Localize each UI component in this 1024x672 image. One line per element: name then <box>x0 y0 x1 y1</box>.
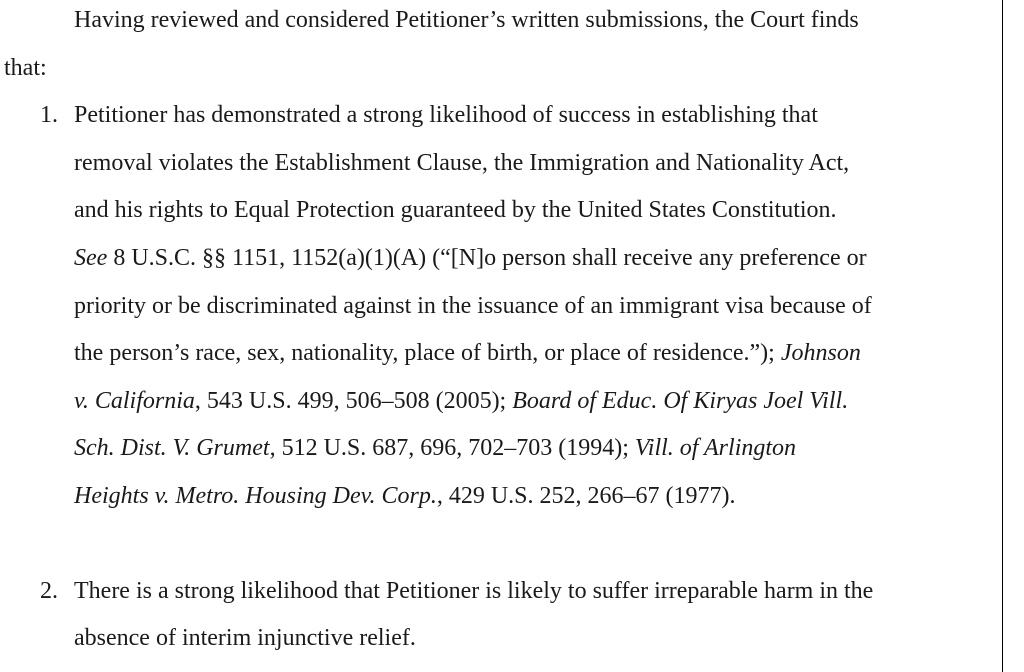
finding-1-number: 1. <box>40 102 58 128</box>
reporter-cite-grumet: , 512 U.S. 687, 696, 702–703 (1994); <box>269 435 635 461</box>
case-name-arlington: Vill. of Arlington <box>634 435 797 461</box>
finding-1-line-4 <box>74 243 867 273</box>
case-name-california: v. California <box>74 388 195 414</box>
reporter-cite-johnson: , 543 U.S. 499, 506–508 (2005); <box>194 388 513 414</box>
statute-quote-end: the person’s race, sex, nationality, place of birth, or place of residence.”); <box>74 340 781 366</box>
finding-2-line-2: absence of interim injunctive relief. <box>74 625 416 651</box>
reporter-cite-arlington: , 429 U.S. 252, 266–67 (1977). <box>436 483 736 509</box>
case-name-kiryas-joel: Board of Educ. Of Kiryas Joel Vill. <box>512 388 849 414</box>
finding-1-line-5: priority or be discriminated against in the issuance of an immigrant visa because of <box>74 293 872 319</box>
case-name-arlington-heights: Heights v. Metro. Housing Dev. Corp. <box>74 483 437 509</box>
finding-1-line-7 <box>74 386 848 416</box>
signal-see: See <box>74 245 108 271</box>
finding-1-line-6 <box>74 338 861 368</box>
finding-2-line-1: There is a strong likelihood that Petitioner is likely to suffer irreparable harm in the <box>74 578 874 604</box>
case-name-grumet: Sch. Dist. V. Grumet <box>74 435 270 461</box>
finding-1-line-9 <box>74 481 736 511</box>
statute-citation: 8 U.S.C. §§ 1151, 1152(a)(1)(A) (“[N]o person shall receive any preference or <box>107 245 867 271</box>
intro-line-2: that: <box>4 55 47 81</box>
finding-1-line-2: removal violates the Establishment Clause, the Immigration and Nationality Act, <box>74 150 850 176</box>
finding-1-line-8 <box>74 433 796 463</box>
finding-1-line-1: Petitioner has demonstrated a strong likelihood of success in establishing that <box>74 102 818 128</box>
finding-1-line-3: and his rights to Equal Protection guaranteed by the United States Constitution. <box>74 197 837 223</box>
case-name-johnson: Johnson <box>780 340 861 366</box>
page-edge-rule <box>1002 0 1003 672</box>
finding-2-number: 2. <box>40 578 58 604</box>
intro-line-1: Having reviewed and considered Petitioner’s written submissions, the Court finds <box>74 7 859 33</box>
